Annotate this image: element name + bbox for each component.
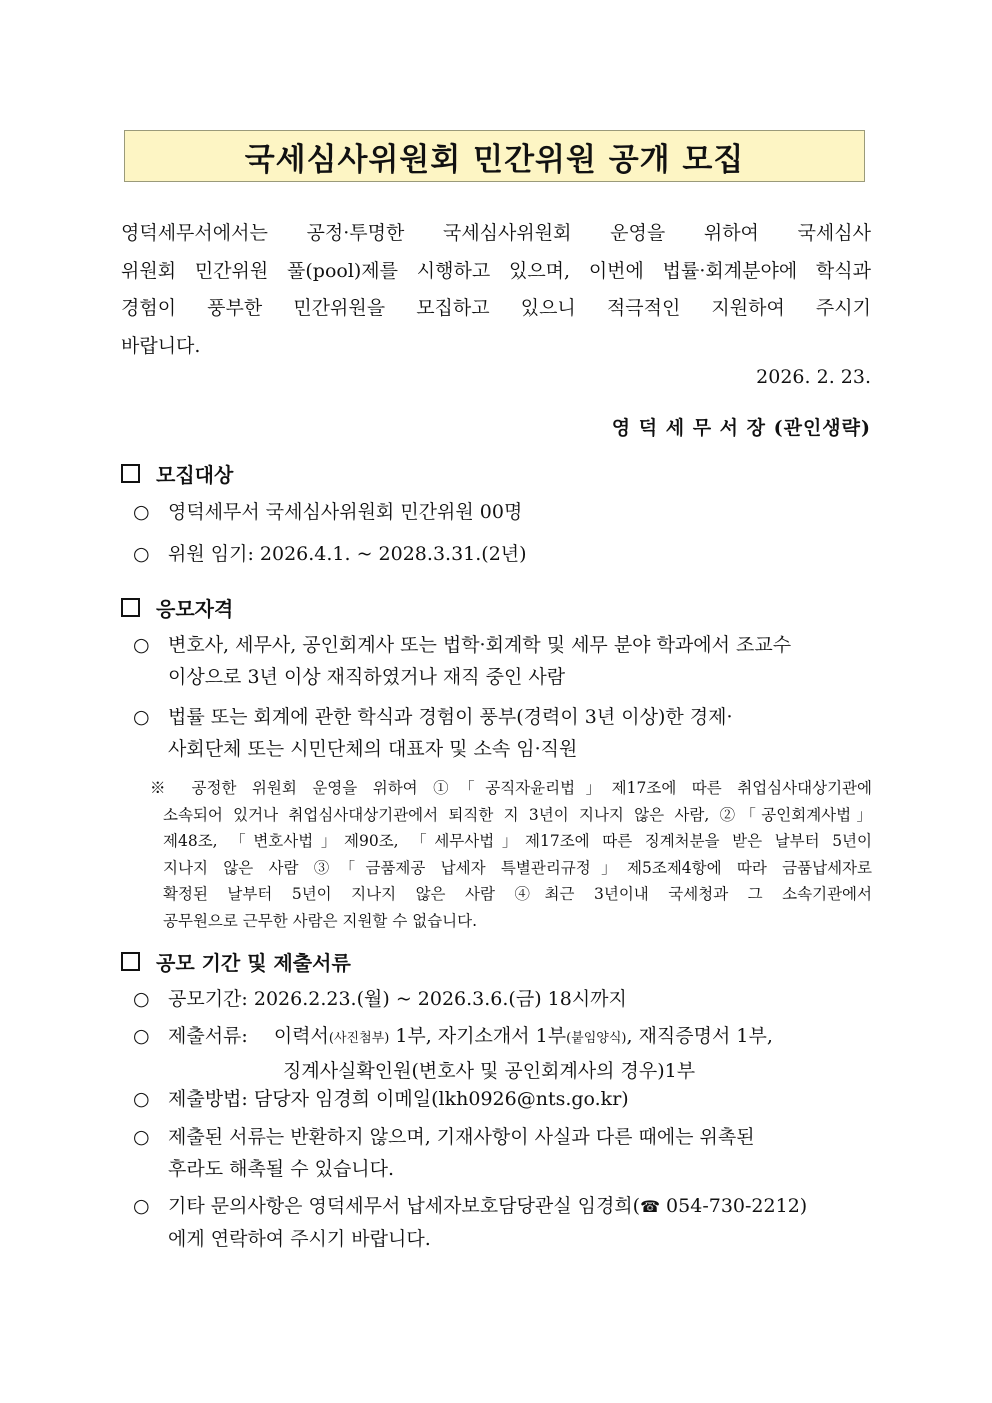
note-line: 확정된 날부터 5년이 지나지 않은 사람 ④최근 3년이내 국세청과 그 소속기관에서 (163, 885, 872, 903)
list-item: ○ 제출서류: 이력서(사진첨부) 1부, 자기소개서 1부(붙임양식), 재직증명서 1부, 징계사실확인원(변호사 및 공인회계사의 경우)1부 (133, 1020, 773, 1087)
list-item: ○ 공모기간: 2026.2.23.(월) ~ 2026.3.6.(금) 18시까지 (133, 983, 627, 1015)
checkbox-square-icon (121, 952, 140, 971)
page-title: 국세심사위원회 민간위원 공개 모집 (244, 141, 745, 178)
phone-icon: ☎ (640, 1197, 661, 1216)
section-target-heading (121, 459, 233, 488)
intro-paragraph (121, 215, 871, 365)
eligibility-note (150, 775, 872, 934)
list-item: ○ 법률 또는 회계에 관한 학식과 경험이 풍부(경력이 3년 이상)한 경제· 사회단체 또는 시민단체의 대표자 및 소속 임·직원 (133, 701, 733, 765)
section-qualification-heading (121, 593, 233, 622)
circle-bullet-icon: ○ (133, 1088, 150, 1110)
section-period-heading (121, 947, 351, 976)
note-line: 공무원으로 근무한 사람은 지원할 수 없습니다. (163, 911, 478, 930)
circle-bullet-icon: ○ (133, 706, 150, 728)
section-heading-text: 응모자격 (156, 597, 234, 621)
list-item: ○ 위원 임기: 2026.4.1. ~ 2028.3.31.(2년) (133, 538, 527, 570)
circle-bullet-icon: ○ (133, 1195, 150, 1217)
signer: 영 덕 세 무 서 장 (관인생략) (611, 417, 871, 439)
note-line: 지나지 않은 사람 ③「금품제공 납세자 특별관리규정」제5조제4항에 따라 금품납세자로 (163, 858, 872, 877)
checkbox-square-icon (121, 464, 140, 483)
section-heading-text: 공모 기간 및 제출서류 (156, 951, 351, 975)
list-item: ○ 제출된 서류는 반환하지 않으며, 기재사항이 사실과 다른 때에는 위촉된 후라도 해촉될 수 있습니다. (133, 1121, 755, 1185)
circle-bullet-icon: ○ (133, 1126, 150, 1148)
circle-bullet-icon: ○ (133, 543, 150, 565)
announcement-date: 2026. 2. 23. (756, 366, 871, 388)
note-line: ※ 공정한 위원회 운영을 위하여 ①「공직자윤리법」제17조에 따른 취업심사대상기관에 (150, 779, 872, 797)
list-item: ○ 기타 문의사항은 영덕세무서 납세자보호담당관실 임경희(☎ 054-730-2212) 에게 연락하여 주시기 바랍니다. (133, 1190, 807, 1255)
docs-label: 제출서류: (168, 1025, 248, 1047)
intro-line: 바랍니다. (121, 334, 201, 357)
list-item: ○ 영덕세무서 국세심사위원회 민간위원 00명 (133, 496, 522, 528)
note-line: 소속되어 있거나 취업심사대상기관에서 퇴직한 지 3년이 지나지 않은 사람, ②「공인회계사법」 (163, 805, 872, 824)
circle-bullet-icon: ○ (133, 1025, 150, 1047)
checkbox-square-icon (121, 598, 140, 617)
intro-line: 영덕세무서에서는 공정·투명한 국세심사위원회 운영을 위하여 국세심사 (121, 222, 871, 244)
circle-bullet-icon: ○ (133, 501, 150, 523)
title-box (124, 130, 865, 182)
list-item: ○ 제출방법: 담당자 임경희 이메일(lkh0926@nts.go.kr) (133, 1083, 629, 1115)
list-item: ○ 변호사, 세무사, 공인회계사 또는 법학·회계학 및 세무 분야 학과에서 조교수 이상으로 3년 이상 재직하였거나 재직 중인 사람 (133, 629, 791, 693)
note-line: 제48조, 「변호사법」제90조, 「세무사법」제17조에 따른 징계처분을 받은 날부터 5년이 (163, 832, 872, 850)
intro-line: 경험이 풍부한 민간위원을 모집하고 있으니 적극적인 지원하여 주시기 (121, 297, 871, 319)
circle-bullet-icon: ○ (133, 988, 150, 1010)
circle-bullet-icon: ○ (133, 634, 150, 656)
section-heading-text: 모집대상 (156, 463, 234, 487)
intro-line: 위원회 민간위원 풀(pool)제를 시행하고 있으며, 이번에 법률·회계분야에 학식과 (121, 259, 871, 282)
